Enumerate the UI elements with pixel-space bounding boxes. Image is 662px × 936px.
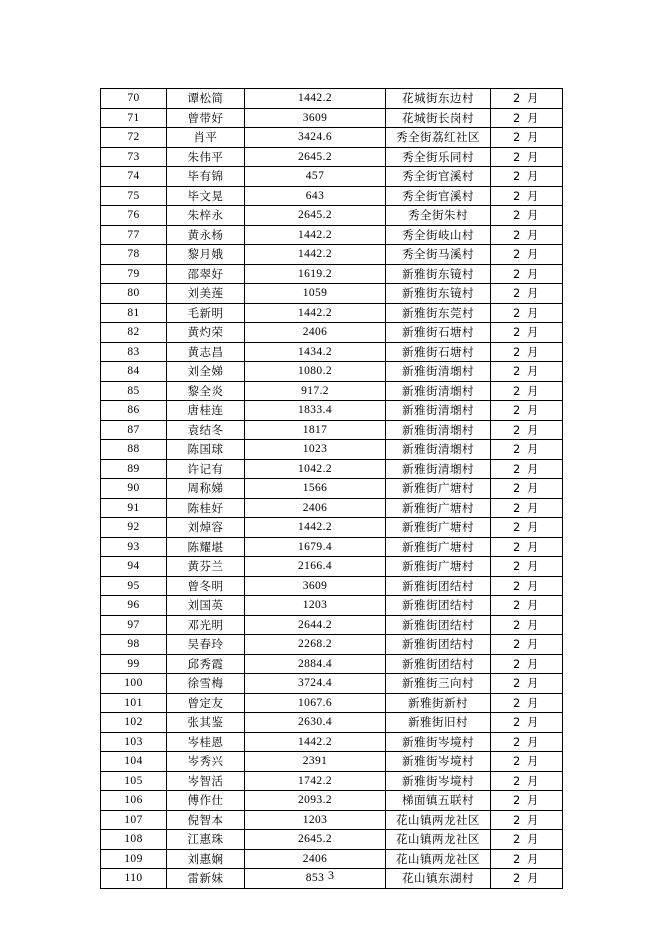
table-row [101,206,563,226]
cell-location: 新雅街清㙟村 [386,420,491,440]
cell-amount: 1023 [245,440,386,460]
cell-location: 新雅街岑境村 [386,752,491,772]
cell-month: 2 月 [491,752,563,772]
cell-name: 岑桂恩 [167,732,245,752]
table-row [101,381,563,401]
table-row [101,303,563,323]
cell-month: 2 月 [491,596,563,616]
cell-amount: 2406 [245,849,386,869]
cell-index: 75 [101,186,167,206]
cell-location: 秀全街朱村 [386,206,491,226]
cell-amount: 853 [245,869,386,889]
cell-amount: 1442.2 [245,303,386,323]
cell-index: 103 [101,732,167,752]
table-row [101,693,563,713]
cell-name: 邵翠好 [167,264,245,284]
cell-name: 陈桂好 [167,498,245,518]
roster-table-container [100,88,562,889]
cell-name: 岑智活 [167,771,245,791]
cell-name: 曾定友 [167,693,245,713]
table-row [101,167,563,187]
cell-location: 新雅街广塘村 [386,557,491,577]
cell-amount: 3724.4 [245,674,386,694]
cell-amount: 1442.2 [245,225,386,245]
cell-name: 朱梓永 [167,206,245,226]
cell-index: 71 [101,108,167,128]
cell-location: 新雅街广塘村 [386,479,491,499]
cell-location: 新雅街岑境村 [386,771,491,791]
cell-location: 新雅街东莞村 [386,303,491,323]
table-row [101,557,563,577]
cell-month: 2 月 [491,635,563,655]
table-row [101,245,563,265]
cell-amount: 2268.2 [245,635,386,655]
cell-index: 104 [101,752,167,772]
cell-index: 106 [101,791,167,811]
cell-index: 73 [101,147,167,167]
cell-index: 107 [101,810,167,830]
table-row [101,576,563,596]
cell-index: 100 [101,674,167,694]
cell-index: 101 [101,693,167,713]
cell-month: 2 月 [491,518,563,538]
cell-month: 2 月 [491,225,563,245]
cell-month: 2 月 [491,245,563,265]
cell-location: 新雅街东镜村 [386,284,491,304]
cell-month: 2 月 [491,810,563,830]
cell-name: 周称娣 [167,479,245,499]
cell-name: 傅作仕 [167,791,245,811]
table-row [101,89,563,109]
table-row [101,654,563,674]
cell-month: 2 月 [491,440,563,460]
cell-location: 秀全街岐山村 [386,225,491,245]
cell-name: 江惠珠 [167,830,245,850]
cell-name: 许记有 [167,459,245,479]
cell-index: 110 [101,869,167,889]
table-row [101,401,563,421]
cell-name: 谭松简 [167,89,245,109]
cell-amount: 1042.2 [245,459,386,479]
cell-name: 袁结冬 [167,420,245,440]
cell-name: 刘惠娴 [167,849,245,869]
cell-index: 98 [101,635,167,655]
cell-month: 2 月 [491,732,563,752]
cell-month: 2 月 [491,128,563,148]
table-row [101,810,563,830]
cell-location: 新雅街石塘村 [386,323,491,343]
table-row [101,674,563,694]
cell-index: 80 [101,284,167,304]
cell-index: 82 [101,323,167,343]
table-row [101,596,563,616]
cell-index: 70 [101,89,167,109]
cell-location: 新雅街清㙟村 [386,459,491,479]
cell-month: 2 月 [491,869,563,889]
cell-amount: 1080.2 [245,362,386,382]
cell-name: 邓光明 [167,615,245,635]
cell-month: 2 月 [491,849,563,869]
cell-month: 2 月 [491,498,563,518]
cell-amount: 457 [245,167,386,187]
cell-location: 花城街东边村 [386,89,491,109]
cell-month: 2 月 [491,479,563,499]
cell-amount: 1619.2 [245,264,386,284]
cell-index: 85 [101,381,167,401]
cell-month: 2 月 [491,830,563,850]
cell-amount: 2645.2 [245,206,386,226]
cell-location: 新雅街新村 [386,693,491,713]
table-row [101,362,563,382]
table-row [101,147,563,167]
cell-month: 2 月 [491,576,563,596]
table-row [101,752,563,772]
table-row [101,186,563,206]
cell-index: 77 [101,225,167,245]
cell-index: 76 [101,206,167,226]
cell-amount: 3609 [245,576,386,596]
table-row [101,264,563,284]
roster-table-body [101,89,563,889]
cell-amount: 917.2 [245,381,386,401]
cell-index: 105 [101,771,167,791]
cell-month: 2 月 [491,284,563,304]
cell-month: 2 月 [491,791,563,811]
cell-month: 2 月 [491,342,563,362]
cell-amount: 1059 [245,284,386,304]
cell-index: 86 [101,401,167,421]
cell-location: 新雅街广塘村 [386,537,491,557]
cell-name: 邱秀霞 [167,654,245,674]
cell-month: 2 月 [491,459,563,479]
table-row [101,284,563,304]
cell-amount: 2644.2 [245,615,386,635]
cell-amount: 1203 [245,596,386,616]
cell-location: 新雅街清㙟村 [386,362,491,382]
table-row [101,128,563,148]
cell-name: 陈国球 [167,440,245,460]
cell-name: 曾带好 [167,108,245,128]
cell-month: 2 月 [491,693,563,713]
cell-index: 97 [101,615,167,635]
cell-location: 新雅街清㙟村 [386,401,491,421]
cell-amount: 2406 [245,498,386,518]
cell-amount: 1442.2 [245,89,386,109]
cell-index: 83 [101,342,167,362]
table-row [101,225,563,245]
cell-index: 102 [101,713,167,733]
cell-month: 2 月 [491,674,563,694]
roster-table [100,88,563,889]
table-row [101,635,563,655]
cell-location: 新雅街旧村 [386,713,491,733]
cell-name: 刘美莲 [167,284,245,304]
cell-name: 刘焯容 [167,518,245,538]
cell-month: 2 月 [491,264,563,284]
table-row [101,518,563,538]
cell-month: 2 月 [491,420,563,440]
cell-amount: 1679.4 [245,537,386,557]
cell-location: 新雅街团结村 [386,576,491,596]
table-row [101,830,563,850]
cell-month: 2 月 [491,771,563,791]
cell-name: 刘全娣 [167,362,245,382]
cell-amount: 3424.6 [245,128,386,148]
cell-index: 109 [101,849,167,869]
cell-index: 91 [101,498,167,518]
cell-location: 新雅街团结村 [386,615,491,635]
cell-amount: 1442.2 [245,518,386,538]
cell-amount: 2645.2 [245,147,386,167]
cell-amount: 643 [245,186,386,206]
cell-amount: 1203 [245,810,386,830]
cell-name: 唐桂连 [167,401,245,421]
cell-amount: 2391 [245,752,386,772]
cell-name: 毕有锦 [167,167,245,187]
cell-name: 毛新明 [167,303,245,323]
cell-amount: 1442.2 [245,732,386,752]
cell-name: 朱伟平 [167,147,245,167]
table-row [101,479,563,499]
cell-location: 新雅街广塘村 [386,498,491,518]
cell-location: 梯面镇五联村 [386,791,491,811]
cell-location: 新雅街广塘村 [386,518,491,538]
cell-location: 秀全街官溪村 [386,186,491,206]
cell-location: 花山镇两龙社区 [386,810,491,830]
table-row [101,323,563,343]
cell-amount: 3609 [245,108,386,128]
cell-index: 99 [101,654,167,674]
cell-location: 新雅街东镜村 [386,264,491,284]
page-number: 3 [328,868,334,882]
cell-name: 毕文晃 [167,186,245,206]
table-row [101,342,563,362]
cell-location: 秀全街官溪村 [386,167,491,187]
cell-index: 74 [101,167,167,187]
cell-amount: 1067.6 [245,693,386,713]
cell-month: 2 月 [491,206,563,226]
cell-amount: 1742.2 [245,771,386,791]
cell-amount: 2630.4 [245,713,386,733]
table-row [101,440,563,460]
cell-month: 2 月 [491,381,563,401]
cell-month: 2 月 [491,654,563,674]
cell-name: 黄永杨 [167,225,245,245]
cell-index: 79 [101,264,167,284]
cell-amount: 1434.2 [245,342,386,362]
cell-index: 87 [101,420,167,440]
cell-index: 78 [101,245,167,265]
cell-location: 新雅街三向村 [386,674,491,694]
cell-location: 新雅街清㙟村 [386,440,491,460]
cell-name: 刘国英 [167,596,245,616]
table-row [101,537,563,557]
cell-month: 2 月 [491,89,563,109]
cell-name: 雷新妹 [167,869,245,889]
cell-amount: 1817 [245,420,386,440]
table-row [101,732,563,752]
cell-name: 黎全炎 [167,381,245,401]
table-row [101,791,563,811]
cell-location: 新雅街岑境村 [386,732,491,752]
cell-name: 岑秀兴 [167,752,245,772]
cell-amount: 2406 [245,323,386,343]
cell-month: 2 月 [491,108,563,128]
cell-month: 2 月 [491,323,563,343]
cell-month: 2 月 [491,713,563,733]
cell-month: 2 月 [491,615,563,635]
cell-index: 89 [101,459,167,479]
cell-amount: 2166.4 [245,557,386,577]
cell-index: 84 [101,362,167,382]
cell-month: 2 月 [491,303,563,323]
cell-index: 96 [101,596,167,616]
cell-location: 秀全街乐同村 [386,147,491,167]
cell-location: 新雅街团结村 [386,654,491,674]
table-row [101,713,563,733]
cell-amount: 2093.2 [245,791,386,811]
cell-amount: 1566 [245,479,386,499]
cell-location: 新雅街清㙟村 [386,381,491,401]
cell-index: 95 [101,576,167,596]
cell-index: 88 [101,440,167,460]
cell-month: 2 月 [491,557,563,577]
cell-index: 108 [101,830,167,850]
cell-month: 2 月 [491,186,563,206]
cell-location: 花山镇东湖村 [386,869,491,889]
cell-month: 2 月 [491,167,563,187]
cell-index: 93 [101,537,167,557]
cell-index: 81 [101,303,167,323]
cell-amount: 1442.2 [245,245,386,265]
cell-index: 90 [101,479,167,499]
cell-name: 肖平 [167,128,245,148]
cell-name: 曾冬明 [167,576,245,596]
table-row [101,420,563,440]
cell-name: 黄灼荣 [167,323,245,343]
table-row [101,771,563,791]
cell-location: 秀全街马溪村 [386,245,491,265]
cell-month: 2 月 [491,401,563,421]
cell-location: 新雅街石塘村 [386,342,491,362]
table-row [101,615,563,635]
cell-index: 92 [101,518,167,538]
cell-location: 新雅街团结村 [386,635,491,655]
cell-month: 2 月 [491,147,563,167]
cell-name: 徐雪梅 [167,674,245,694]
cell-location: 花山镇两龙社区 [386,849,491,869]
cell-location: 秀全街荔红社区 [386,128,491,148]
table-row [101,108,563,128]
cell-amount: 2884.4 [245,654,386,674]
cell-name: 吴春玲 [167,635,245,655]
cell-index: 94 [101,557,167,577]
cell-name: 陈耀堪 [167,537,245,557]
cell-name: 倪智本 [167,810,245,830]
cell-name: 张其鉴 [167,713,245,733]
cell-name: 黄芬兰 [167,557,245,577]
cell-location: 花山镇两龙社区 [386,830,491,850]
cell-amount: 1833.4 [245,401,386,421]
cell-location: 花城街长岗村 [386,108,491,128]
cell-month: 2 月 [491,362,563,382]
cell-name: 黄志昌 [167,342,245,362]
table-row [101,498,563,518]
cell-month: 2 月 [491,537,563,557]
table-row [101,849,563,869]
cell-location: 新雅街团结村 [386,596,491,616]
cell-index: 72 [101,128,167,148]
table-row [101,459,563,479]
cell-amount: 2645.2 [245,830,386,850]
cell-name: 黎月娥 [167,245,245,265]
